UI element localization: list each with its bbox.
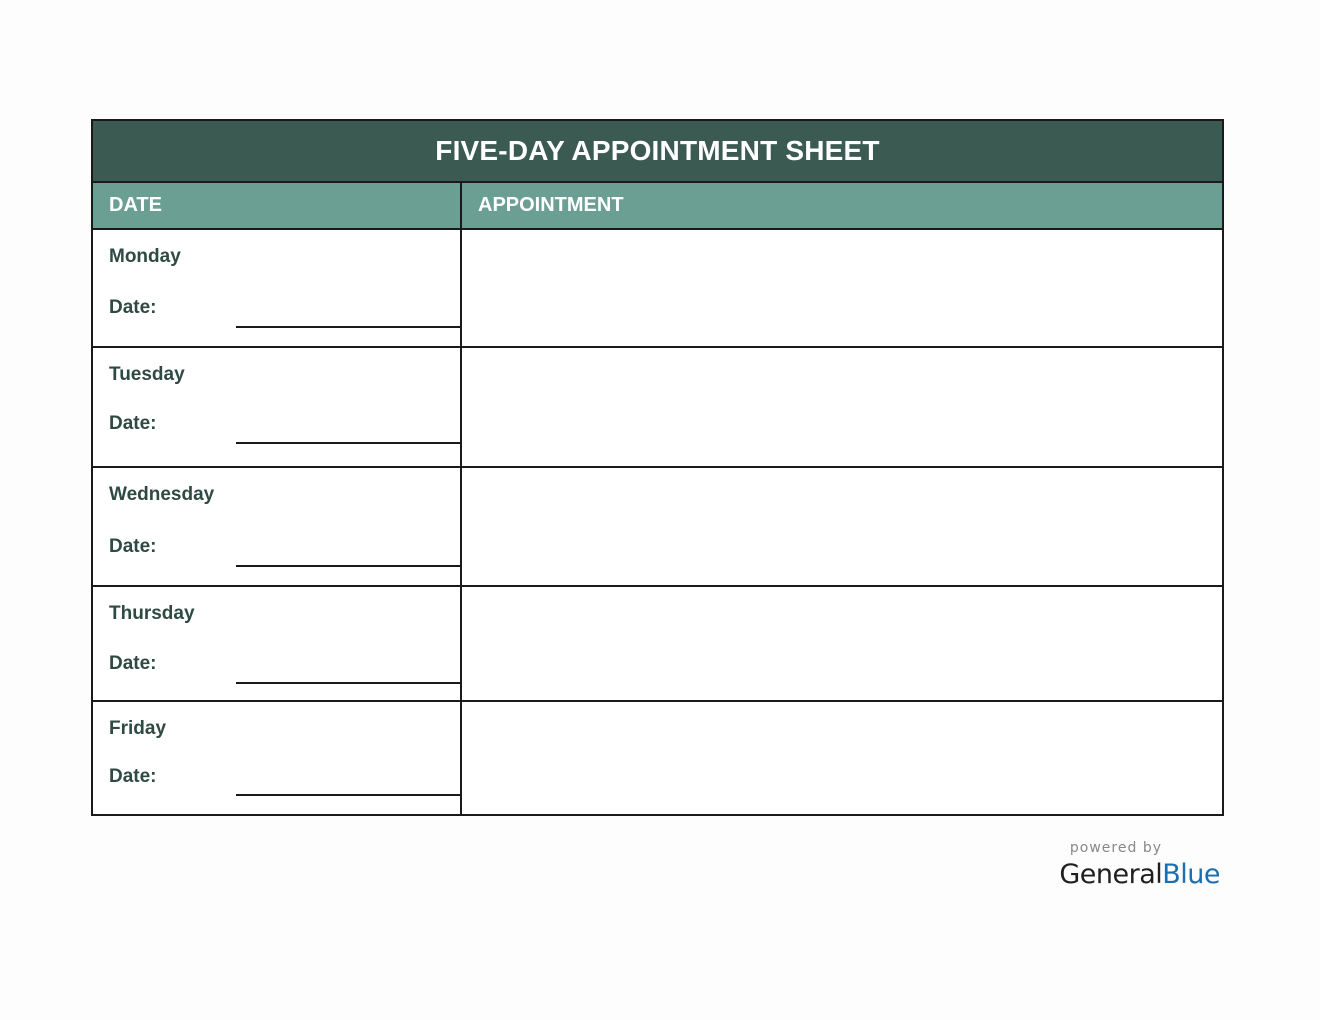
- date-cell: [93, 468, 462, 585]
- date-label: Date:: [109, 653, 157, 674]
- day-name: Wednesday: [109, 484, 215, 505]
- day-name: Friday: [109, 718, 167, 739]
- day-row-monday: [93, 230, 1222, 348]
- date-label: Date:: [109, 413, 157, 434]
- powered-by-text: powered by: [1069, 840, 1162, 856]
- date-label: Date:: [109, 297, 157, 318]
- date-input-line[interactable]: [236, 326, 460, 328]
- date-column-header: DATE: [93, 183, 462, 228]
- day-name: Tuesday: [109, 364, 185, 385]
- column-header-row: [93, 183, 1222, 230]
- appointment-cell-friday[interactable]: [462, 702, 1222, 814]
- appointment-column-header: APPOINTMENT: [478, 194, 624, 216]
- date-label: Date:: [109, 536, 157, 557]
- day-row-friday: [93, 702, 1222, 814]
- appointment-sheet: [91, 119, 1224, 816]
- date-input-line[interactable]: [236, 682, 460, 684]
- appointment-cell-monday[interactable]: [462, 230, 1222, 346]
- brand-name-blue: Blue: [1162, 859, 1220, 890]
- date-input-line[interactable]: [236, 794, 460, 796]
- date-label: Date:: [109, 766, 157, 787]
- date-cell: [93, 587, 462, 700]
- brand-name-general: General: [1059, 859, 1163, 890]
- date-cell: [93, 702, 462, 814]
- date-cell: [93, 230, 462, 346]
- day-name: Thursday: [109, 603, 195, 624]
- appointment-cell-wednesday[interactable]: [462, 468, 1222, 585]
- day-name: Monday: [109, 246, 181, 267]
- day-row-tuesday: [93, 348, 1222, 468]
- date-cell: [93, 348, 462, 466]
- appointment-cell-tuesday[interactable]: [462, 348, 1222, 466]
- appointment-cell-thursday[interactable]: [462, 587, 1222, 700]
- brand-logo: [1059, 838, 1220, 892]
- sheet-title: FIVE-DAY APPOINTMENT SHEET: [93, 121, 1222, 183]
- date-input-line[interactable]: [236, 565, 460, 567]
- brand-name: [1059, 858, 1220, 892]
- day-row-thursday: [93, 587, 1222, 702]
- date-input-line[interactable]: [236, 442, 460, 444]
- day-row-wednesday: [93, 468, 1222, 587]
